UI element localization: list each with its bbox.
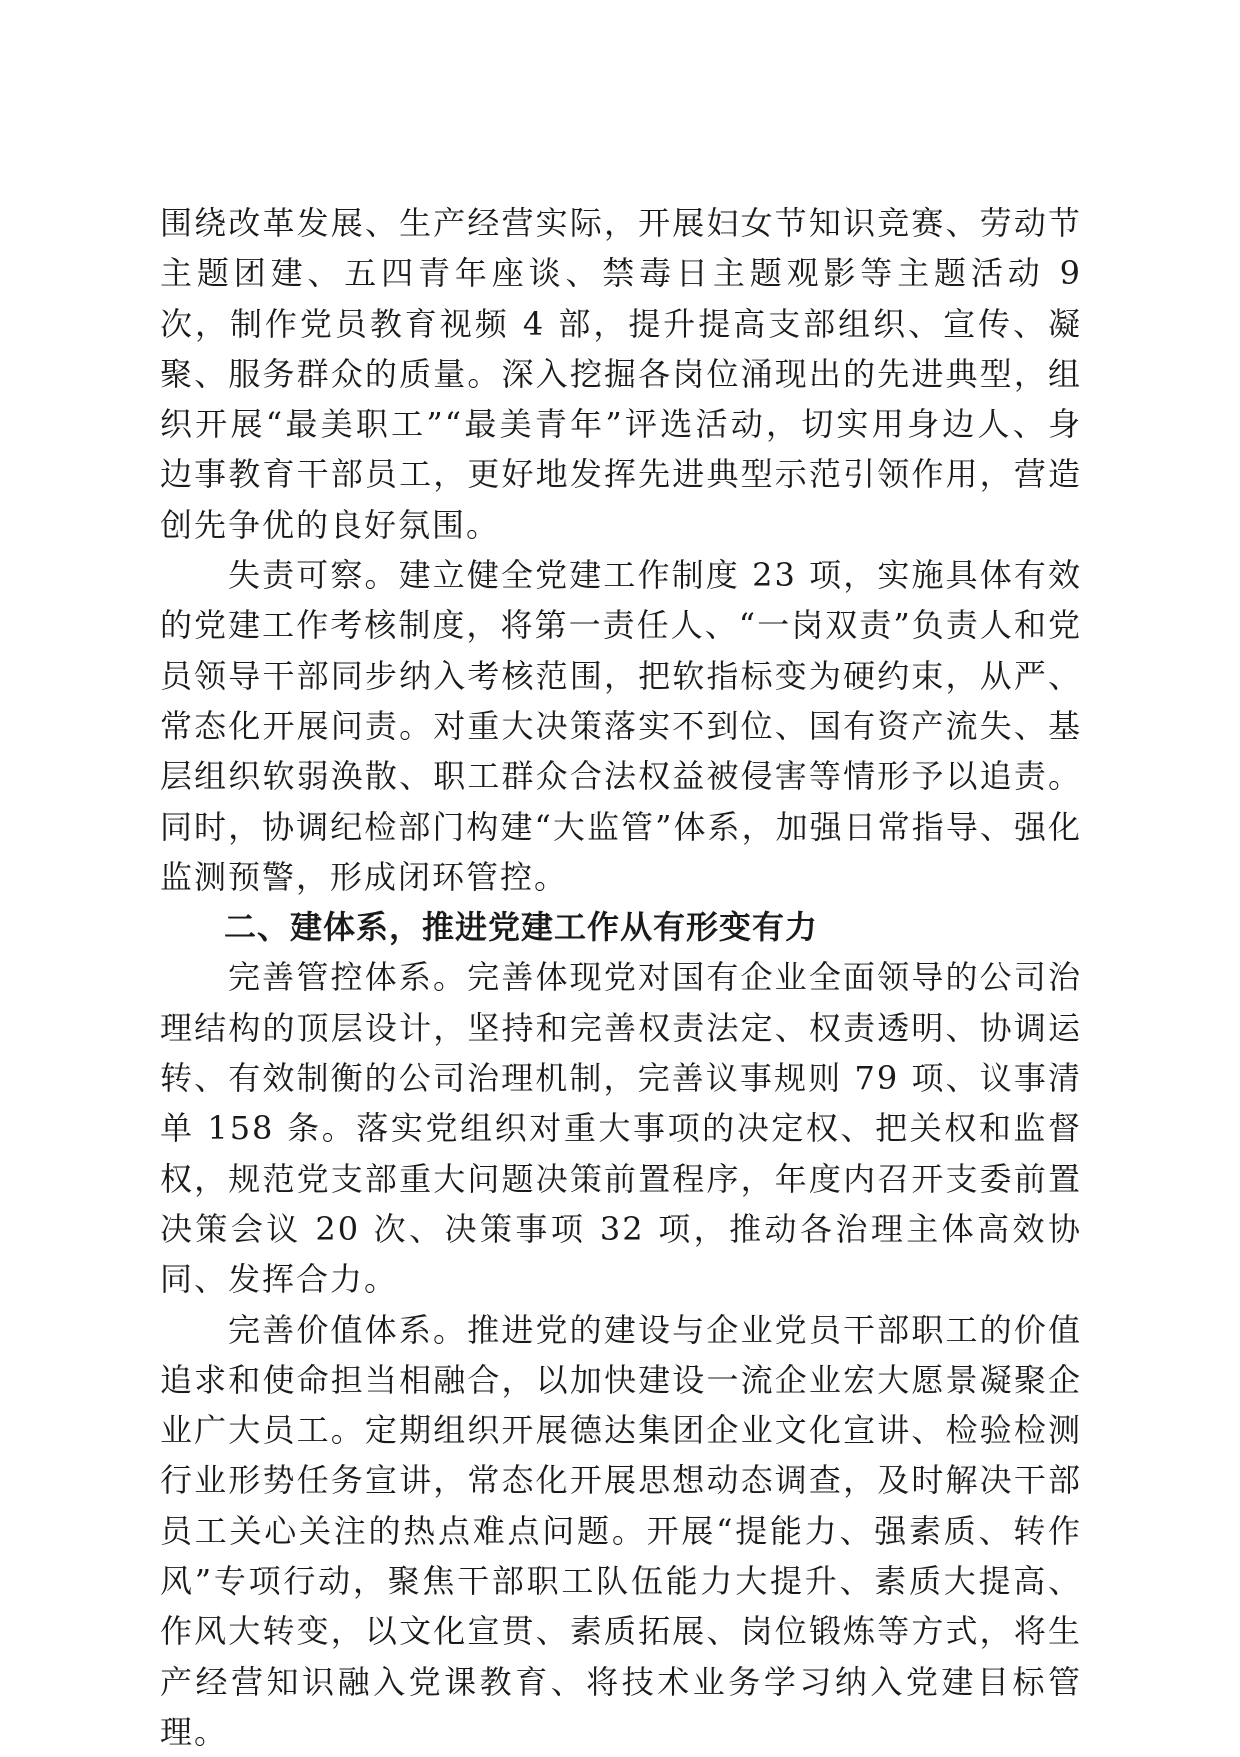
paragraph-value-system: 完善价值体系。推进党的建设与企业党员干部职工的价值追求和使命担当相融合，以加快建设一流企业宏大愿景凝聚企业广大员工。定期组织开展德达集团企业文化宣讲、检验检测行业形势任务宣讲，常态化开展思想动态调查，及时解决干部员工关心关注的热点难点问题。开展“提能力、强素质、转作风”专项行动，聚焦干部职工队伍能力大提升、素质大提高、作风大转变，以文化宣贯、素质拓展、岗位锻炼等方式，将生产经营知识融入党课教育、将技术业务学习纳入党建目标管理。 xyxy=(160,1310,1082,1751)
document-page xyxy=(160,198,1082,1757)
paragraph-continuation: 围绕改革发展、生产经营实际，开展妇女节知识竞赛、劳动节主题团建、五四青年座谈、禁毒日主题观影等主题活动 9 次，制作党员教育视频 4 部，提升提高支部组织、宣传、凝聚、服务群众的质量。深入挖掘各岗位涌现出的先进典型，组织开展“最美职工”“最美青年”评选活动，切实用身边人、身边事教育干部员工，更好地发挥先进典型示范引领作用，营造创先争优的良好氛围。 xyxy=(160,204,1082,544)
paragraph-accountability: 失责可察。建立健全党建工作制度 23 项，实施具体有效的党建工作考核制度，将第一责任人、“一岗双责”负责人和党员领导干部同步纳入考核范围，把软指标变为硬约束，从严、常态化开展问责。对重大决策落实不到位、国有资产流失、基层组织软弱涣散、职工群众合法权益被侵害等情形予以追责。同时，协调纪检部门构建“大监管”体系，加强日常指导、强化监测预警，形成闭环管控。 xyxy=(160,556,1082,896)
paragraph-control-system: 完善管控体系。完善体现党对国有企业全面领导的公司治理结构的顶层设计，坚持和完善权责法定、权责透明、协调运转、有效制衡的公司治理机制，完善议事规则 79 项、议事清单 158 条。落实党组织对重大事项的决定权、把关权和监督权，规范党支部重大问题决策前置程序，年度内召开支委前置决策会议 20 次、决策事项 32 项，推动各治理主体高效协同、发挥合力。 xyxy=(160,958,1082,1299)
section-heading: 二、建体系，推进党建工作从有形变有力 xyxy=(224,908,819,947)
